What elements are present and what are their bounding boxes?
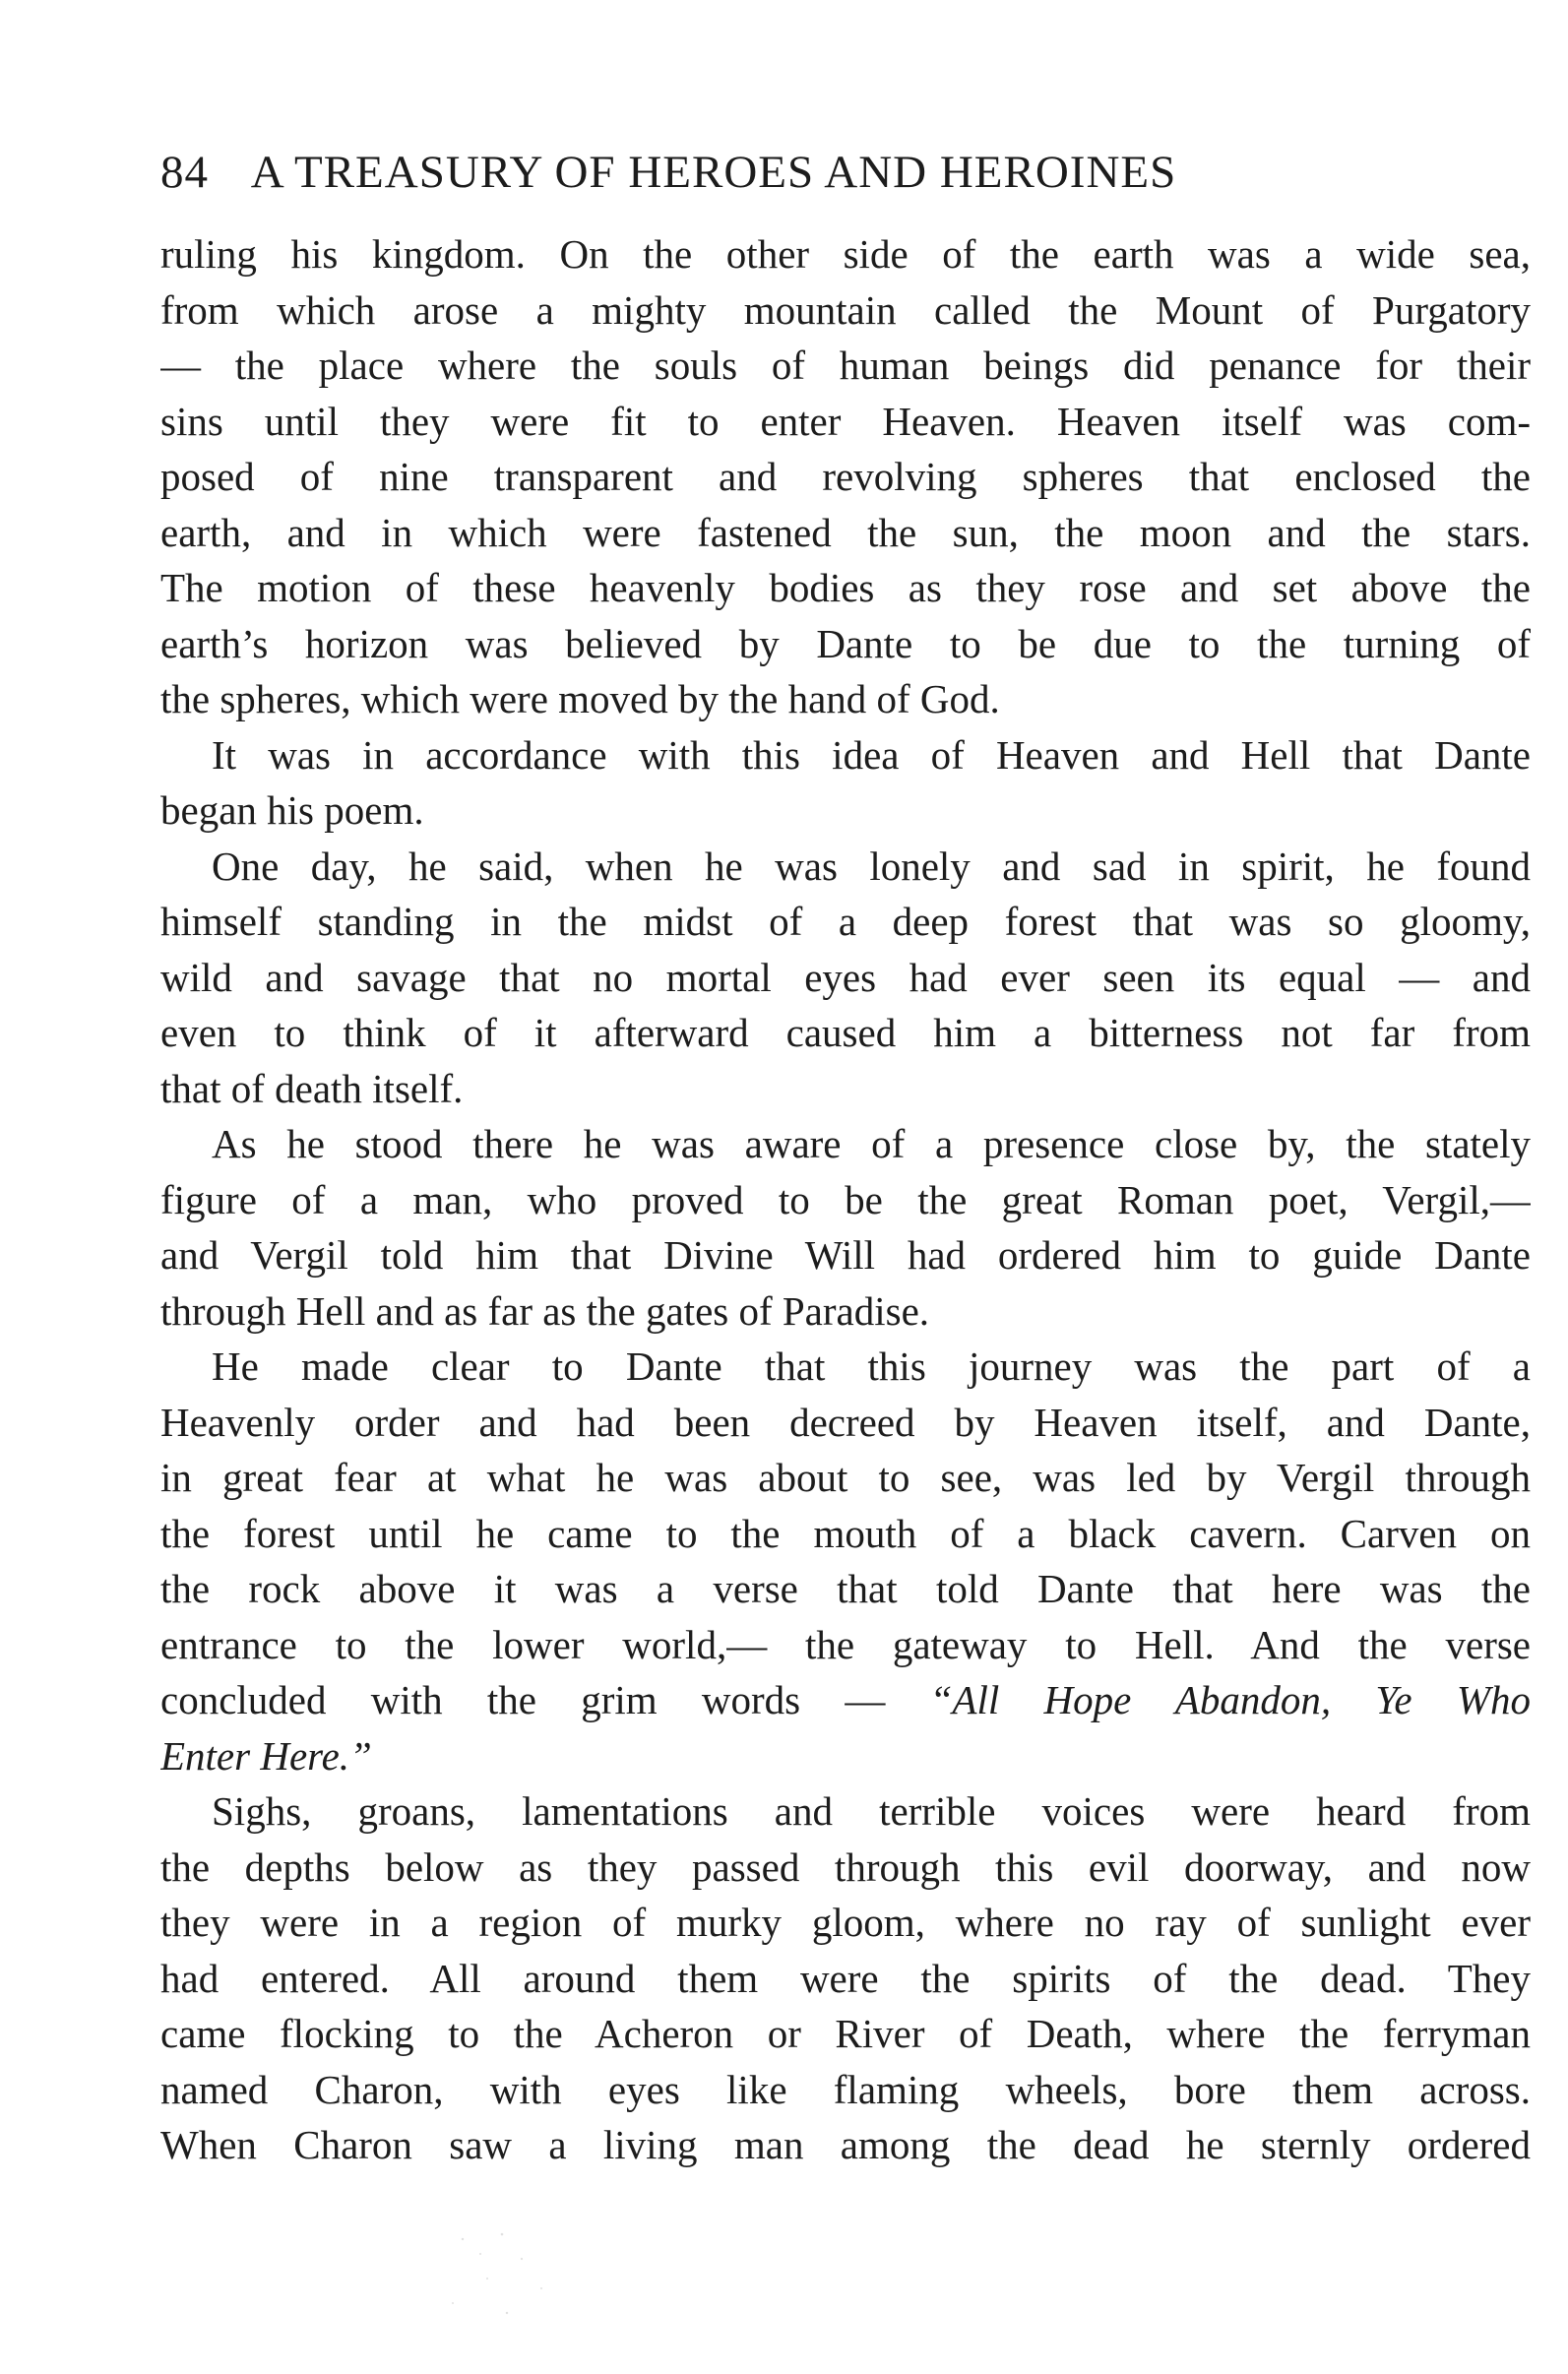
text-line: began his poem. [160,787,424,833]
text-line: Heavenly order and had been decreed by Heaven itself, and Dante, [160,1399,1531,1445]
text-line: entrance to the lower world,— the gateway to Hell. And the verse [160,1621,1531,1667]
text-line: even to think of it afterward caused him a bitterness not far from [160,1010,1531,1055]
text-line: came flocking to the Acheron or River of Death, where the ferryman [160,2011,1531,2056]
text-line: that of death itself. [160,1065,464,1111]
text-line: in great fear at what he was about to see, was led by Vergil through [160,1455,1531,1500]
text-line: the rock above it was a verse that told Dante that here was the [160,1566,1531,1611]
page-number: 84 [160,147,209,198]
text-line: from which arose a mighty mountain called the Mount of Purgatory [160,286,1531,333]
text-line: and Vergil told him that Divine Will had ordered him to guide Dante [160,1232,1531,1278]
body-text [160,226,1531,2173]
text-line: posed of nine transparent and revolving spheres that enclosed the [160,454,1531,499]
quoted-inscription: “All Hope Abandon, Ye Who [929,1677,1531,1722]
quoted-inscription-end: Enter Here.” [160,1732,372,1779]
text-line: ruling his kingdom. On the other side of the earth was a wide sea, [160,231,1531,277]
running-title: A TREASURY OF HEROES AND HEROINES [250,147,1177,198]
text-line: the spheres, which were moved by the hand of God. [160,676,1000,721]
text-line: named Charon, with eyes like flaming wheels, bore them across. [160,2066,1531,2112]
text-fragment: concluded with the grim words — [160,1677,930,1722]
text-line-with-quote [160,1672,1531,1728]
text-line: they were in a region of murky gloom, where no ray of sunlight ever [160,1900,1531,1945]
text-line: the depths below as they passed through this evil doorway, and now [160,1843,1531,1890]
text-line: earth’s horizon was believed by Dante to be due to the turning of [160,620,1531,666]
text-line: — the place where the souls of human beings did penance for their [160,343,1531,388]
text-line: One day, he said, when he was lonely and sad in spirit, he found [212,843,1531,889]
text-line: himself standing in the midst of a deep forest that was so gloomy, [160,899,1531,944]
text-line: He made clear to Dante that this journey was the part of a [212,1343,1531,1389]
text-line: As he stood there he was aware of a presence close by, the stately [212,1121,1531,1166]
text-line: earth, and in which were fastened the sun, the moon and the stars. [160,509,1531,555]
text-line: Sighs, groans, lamentations and terrible voices were heard from [212,1788,1531,1834]
text-line: had entered. All around them were the spirits of the dead. They [160,1955,1531,2001]
text-line: It was in accordance with this idea of Heaven and Hell that Dante [212,731,1531,778]
text-line: The motion of these heavenly bodies as they rose and set above the [160,565,1531,610]
text-line: through Hell and as far as the gates of Paradise. [160,1287,930,1334]
page-header [160,138,1440,207]
text-line: sins until they were fit to enter Heaven. Heaven itself was com- [160,398,1531,444]
text-line: figure of a man, who proved to be the great Roman poet, Vergil,— [160,1176,1531,1222]
text-line: When Charon saw a living man among the dead he sternly ordered [160,2122,1531,2167]
paper-specks [433,2219,591,2367]
text-line: wild and savage that no mortal eyes had ever seen its equal — and [160,954,1531,1000]
text-line: the forest until he came to the mouth of a black cavern. Carven on [160,1510,1531,1556]
